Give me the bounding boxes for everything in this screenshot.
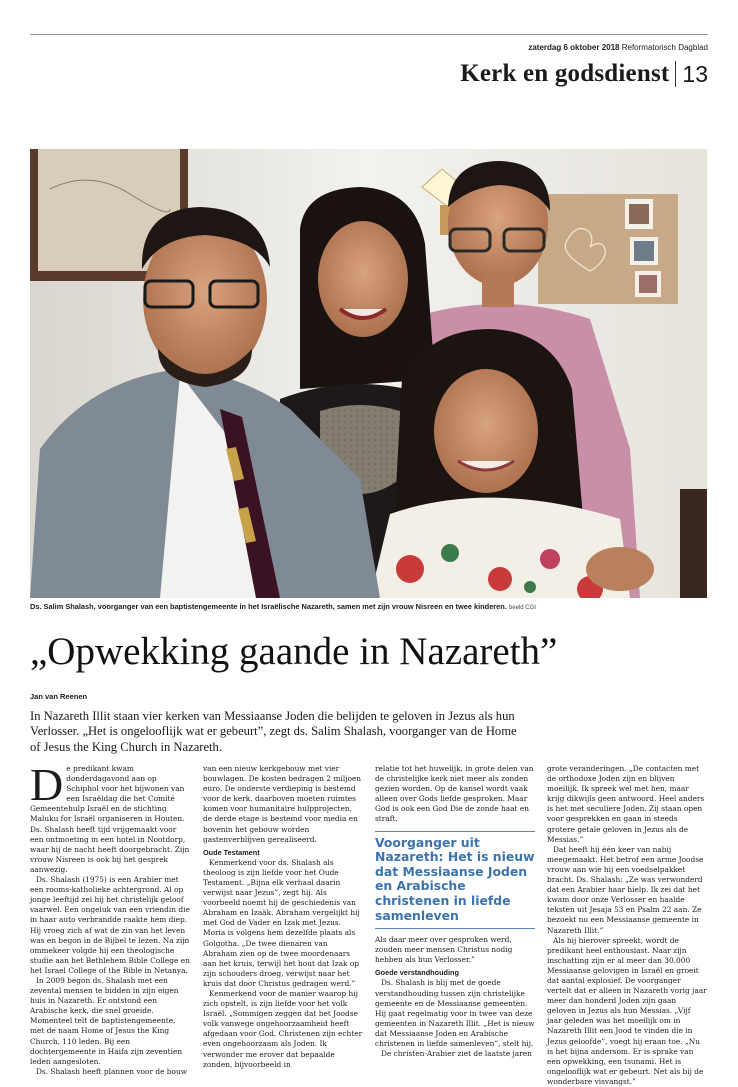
drop-cap: D	[30, 759, 64, 810]
paragraph: De christen-Arabier ziet de laatste jaren	[381, 1049, 532, 1059]
section-title: Kerk en godsdienst	[460, 60, 670, 87]
photo-caption	[30, 602, 710, 611]
article-column-2	[203, 764, 363, 1070]
paragraph: van een nieuw kerkgebouw met vier bouwlagen. De kosten bedragen 2 miljoen euro. De onderste verdieping is bestemd voor de kerk, daarboven moeten ruimtes komen voor humanitaire hulpprojecten, de derde etage is bestemd voor media en bovenin het gebouw worden gastenverblijven gerealiseerd.	[203, 764, 362, 844]
section-divider	[675, 61, 676, 87]
paragraph: Als hij hierover spreekt, wordt de predikant heel enthousiast. Naar zijn inschatting zijn er al meer dan 30.000 Messiaanse gelovigen in Israël en groeit dat aantal explosief. De voorganger vertelt dat er alleen in Nazareth vorig jaar meer dan honderd Joden zijn gaan geloven in Jezus als hun Messias. „Vijf jaar geleden was het moeilijk om in Nazareth Illit een Jood te vinden die in Jezus geloofde”, voegt hij eraan toe. „Nu is het bijna andersom. Er is sprake van een opwekking, een tsunami. Het is ongelooflijk wat er gebeurt. Net als bij de wonderbare visvangst.”	[547, 935, 707, 1086]
paragraph: Als daar meer over gesproken werd, zouden meer mensen Christus nodig hebben als hun Verlosser.”	[375, 935, 513, 965]
caption-text: Ds. Salim Shalash, voorganger van een baptistengemeente in het Israëlische Nazareth, samen met zijn vrouw Nisreen en twee kinderen.	[30, 602, 507, 611]
family-photo	[30, 149, 707, 598]
section-header	[460, 60, 708, 88]
paragraph: Ds. Shalash (1975) is een Arabier met een rooms-katholieke achtergrond. Al op jonge leeftijd zei hij het christelijk geloof vaarwel. Een ongeluk van een vriendin die in haar auto verbrandde raakte hem diep. Hij vroeg zich af wat de zin van het leven was en begon in de Bijbel te lezen. Na zijn ommekeer volgde hij een theologische studie aan het Bethlehem Bible College en het Israel College of the Bible in Netanya.	[30, 875, 190, 975]
article-headline: „Opwekking gaande in Nazareth”	[30, 630, 558, 673]
newspaper-name: Reformatorisch Dagblad	[621, 43, 708, 52]
paragraph: Ds. Shalash heeft plannen voor de bouw	[36, 1066, 188, 1076]
paragraph: In 2009 begon ds. Shalash met een zevental mensen te bidden in zijn eigen huis in Nazareth. Er ontstond een Arabische kerk, die snel groeide. Momenteel telt de baptistengemeente, met de naam Home of Jesus the King Church, 110 leden. Bij een dochtergemeente in Haifa zijn zeventien leden aangesloten.	[30, 975, 183, 1066]
paragraph: Dat heeft hij één keer van nabij meegemaakt. Het betrof een arme Joodse vrouw aan wie hij een voedselpakket bracht. Ds. Shalash: „Ze was verwonderd dat een Arabier haar hielp. Ik zei dat het kwam door onze Verlosser en haalde teksten uit Jesaja 53 en Psalm 22 aan. Ze bezoekt nu een Messiaanse gemeente in Nazareth Illit.”	[547, 844, 704, 935]
pull-quote: Voorganger uit Nazareth: Het is nieuw dat Messiaanse Joden en Arabische christenen in liefde samenleven	[375, 834, 535, 923]
paragraph: grote veranderingen. „De contacten met de orthodoxe Joden zijn en blijven moeilijk. Ik spreek wel met hen, maar krijg dikwijls geen antwoord. Heel anders is het met seculiere Joden. Zij staan open voor gesprekken en gaan in steeds grotere getale geloven in Jezus als de Messias.”	[547, 764, 705, 844]
top-rule	[30, 34, 708, 35]
article-column-3	[375, 764, 535, 1059]
page-number: 13	[682, 60, 708, 87]
article-lead: In Nazareth Illit staan vier kerken van Messiaanse Joden die belijden te geloven in Jezus als hun Verlosser. „Het is ongelooflijk wat er gebeurt”, zegt ds. Salim Shalash, voorganger van de Home of Jesus the King Church in Nazareth.	[30, 709, 517, 754]
pull-quote-box	[375, 831, 535, 930]
paragraph: relatie tot het huwelijk, in grote delen van de christelijke kerk niet meer als zonden gezien worden. Op de kansel wordt vaak alleen over Gods liefde gesproken. Maar God is ook een God Die de zonde haat en straft.	[375, 764, 534, 824]
issue-date: zaterdag 6 oktober 2018	[528, 43, 620, 52]
article-byline: Jan van Reenen	[30, 692, 88, 701]
dateline	[528, 43, 708, 52]
photo-credit: beeld CGI	[508, 605, 536, 611]
paragraph: Kenmerkend voor ds. Shalash als theoloog is zijn liefde voor het Oude Testament. „Bijna elk verhaal daarin verwijst naar Jezus”, zegt hij. Als voorbeeld noemt hij de geschiedenis van Abraham en Izaäk. Abraham vergelijkt hij met God de Vader en Izak met Jezus. Moria is volgens hem dezelfde plaats als Golgotha. „De twee dienaren van Abraham zien op de twee moordenaars aan het kruis, terwijl het hout dat Izak op zijn schouders droeg, verwijst naar het kruis dat door Christus gedragen werd.”	[203, 857, 360, 988]
subheading: Goede verstandhouding	[375, 968, 459, 978]
article-column-4	[547, 764, 707, 1087]
subheading: Oude Testament	[203, 847, 260, 857]
paragraph: e predikant kwam donderdagavond aan op Schiphol voor het bijwonen van een Israëldag die het Comité Gemeentehulp Israël en de stichting Maluku for Israël organiseren in Houten. Ds. Shalash heeft tijd vrijgemaakt voor een ontmoeting in een hotel in Nootdorp, waar hij de nacht heeft doorgebracht. Zijn vrouw Nisreen is ook bij het gesprek aanwezig.	[30, 764, 190, 874]
paragraph: Kenmerkend voor de manier waarop hij zich opstelt, is zijn liefde voor het volk Israël. „Sommigen zeggen dat het Joodse volk vanwege ongehoorzaamheid heeft afgedaan voor God. Christenen zijn echter even ongehoorzaam als Joden. Ik verwonder me erover dat bepaalde zonden, bijvoorbeeld in	[203, 988, 363, 1069]
paragraph: Ds. Shalash is blij met de goede verstandhouding tussen zijn christelijke gemeente en de Messiaanse gemeenten. Hij gaat regelmatig voor in twee van deze gemeenten in Nazareth Illit. „Het is nieuw dat Messiaanse Joden en Arabische christenen in liefde samenleven”, stelt hij.	[375, 978, 535, 1048]
article-column-1	[30, 759, 190, 1077]
